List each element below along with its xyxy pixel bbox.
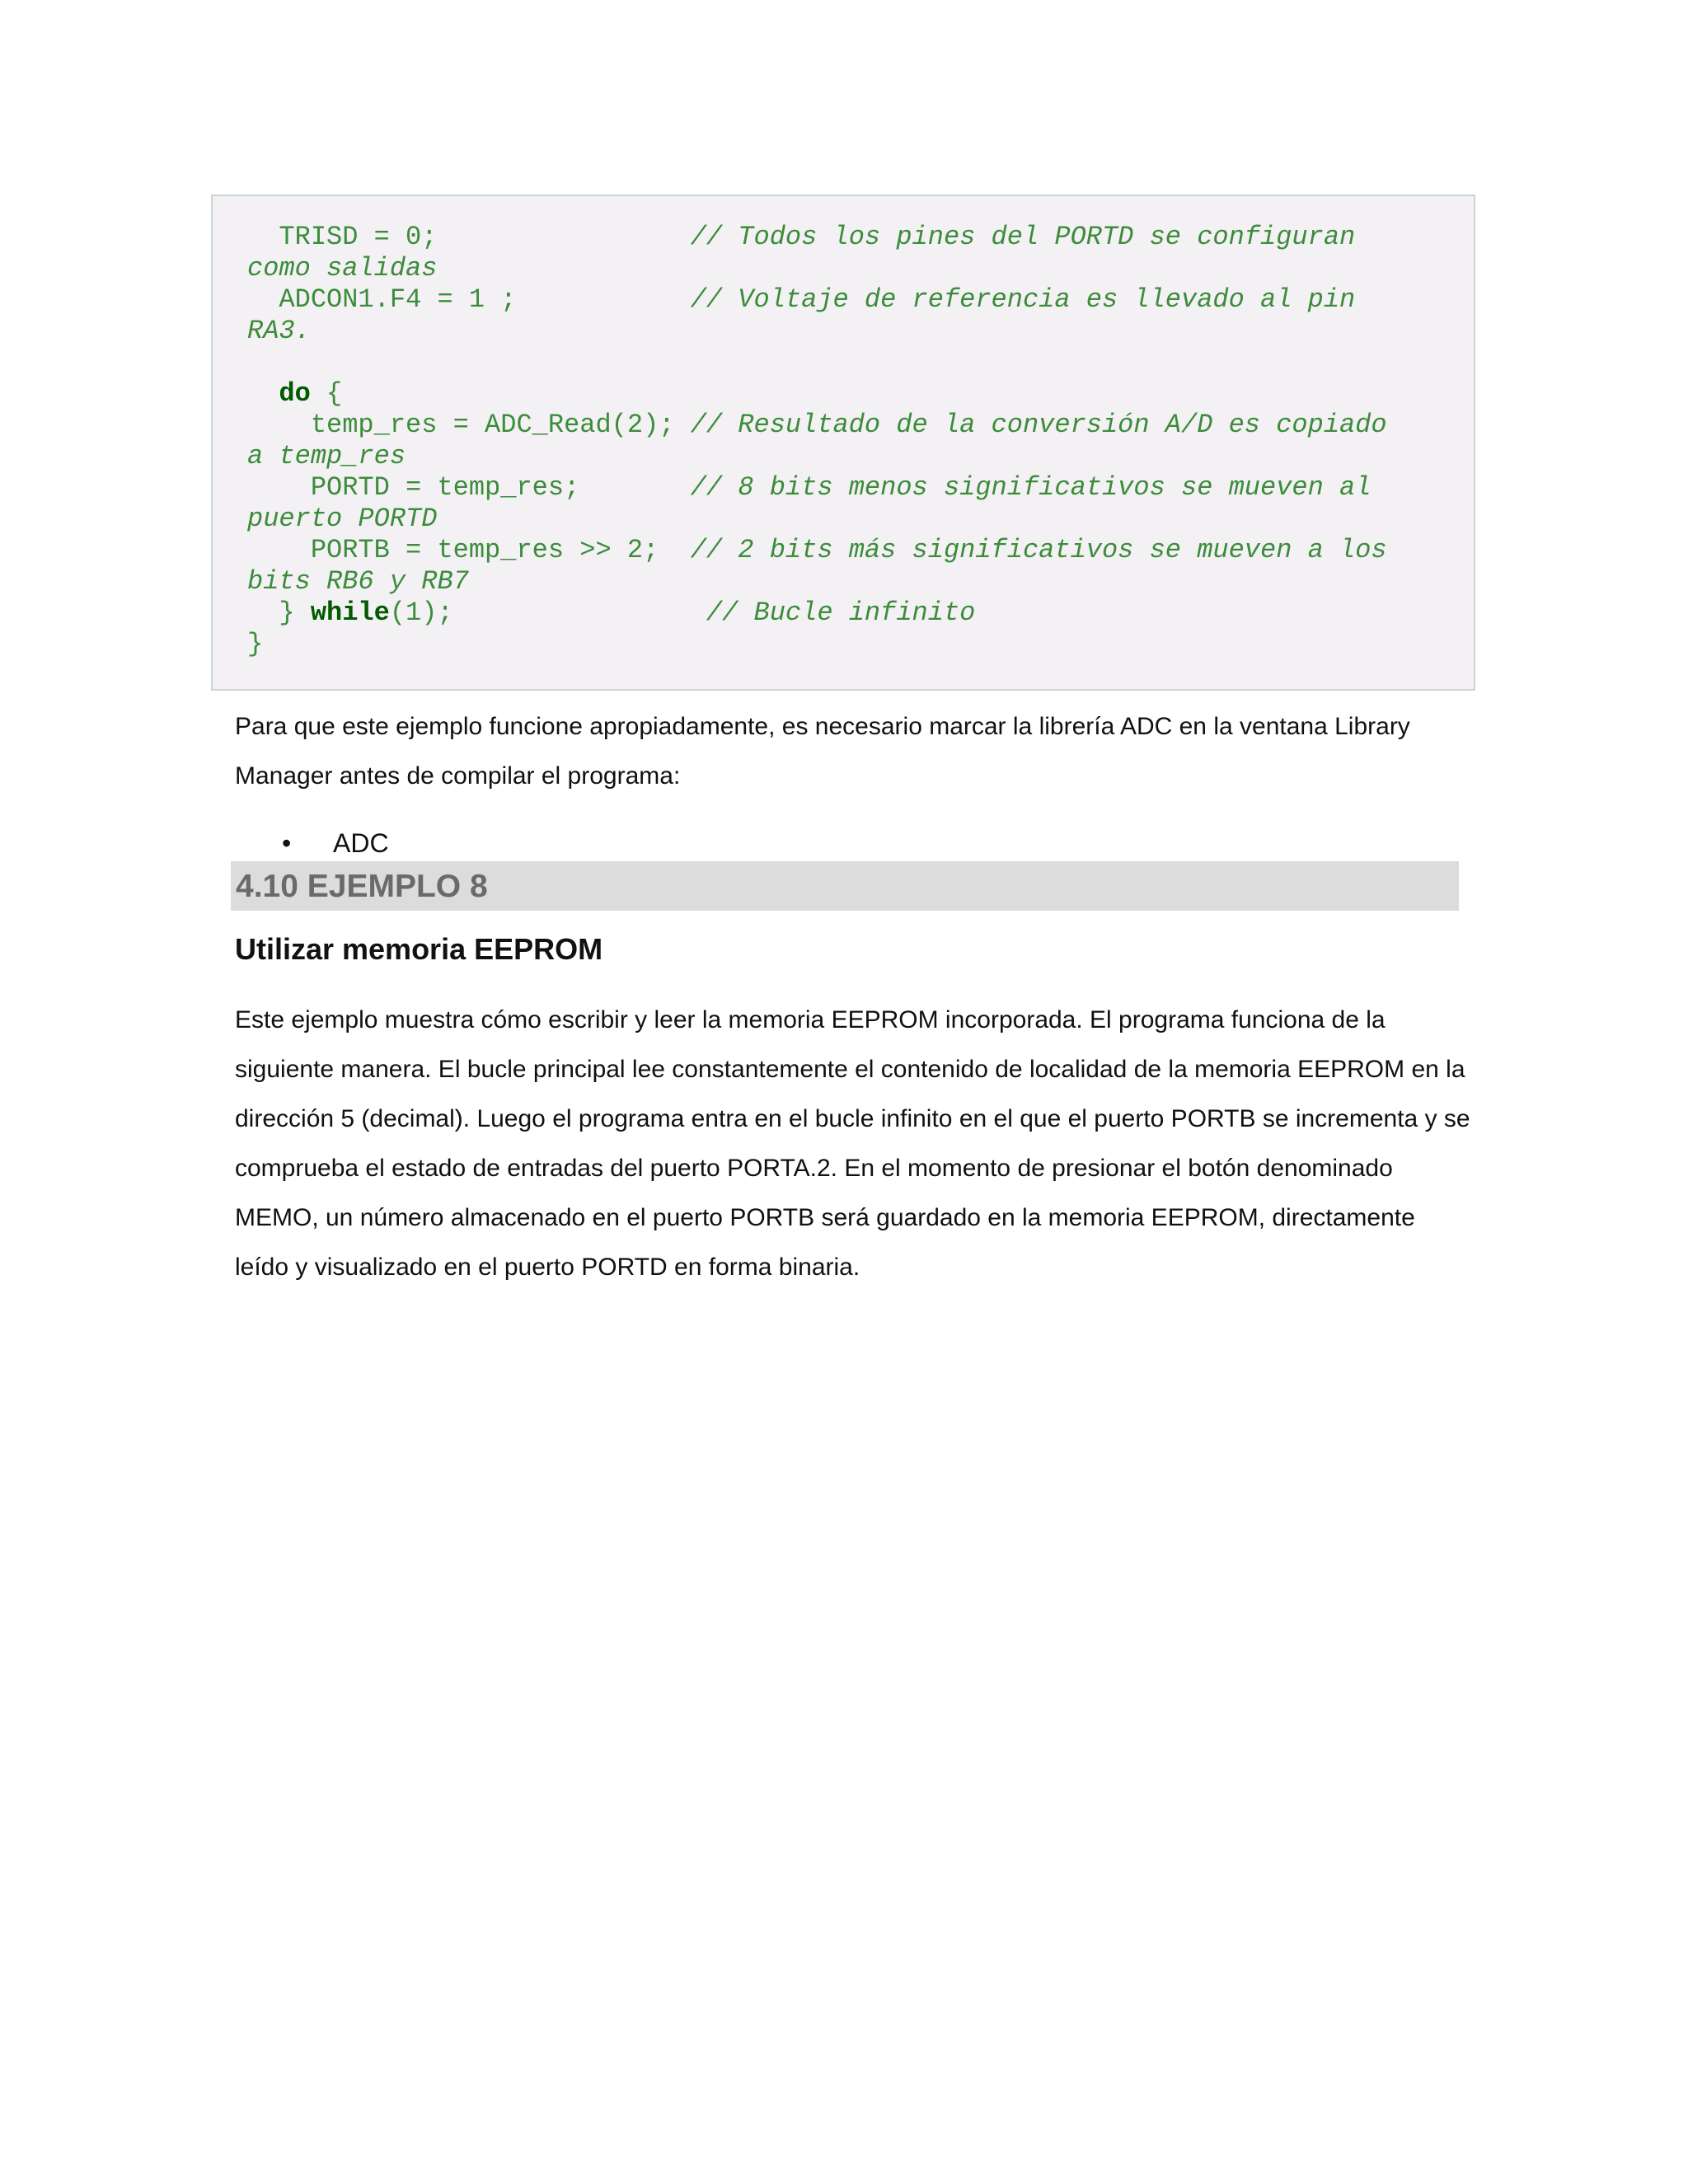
code-comment: // Voltaje de referencia es llevado al pin bbox=[690, 284, 1356, 315]
code-comment: // Bucle infinito bbox=[706, 598, 976, 628]
subsection-title: Utilizar memoria EEPROM bbox=[235, 932, 603, 966]
code-keyword: do bbox=[279, 378, 311, 409]
code-line bbox=[247, 316, 1474, 347]
code-line: } bbox=[247, 629, 264, 659]
bullet-icon: • bbox=[282, 828, 292, 858]
code-comment: // 8 bits menos significativos se mueven al bbox=[690, 472, 1372, 503]
code-comment: // 2 bits más significativos se mueven a los bbox=[690, 535, 1387, 565]
code-block bbox=[211, 194, 1475, 691]
code-line: TRISD = 0; // Todos los pines del PORTD se configuran bbox=[247, 222, 1356, 252]
code-comment: // Resultado de la conversión A/D es copiado bbox=[690, 410, 1387, 440]
code-blank-line bbox=[247, 347, 1474, 378]
code-comment: como salidas bbox=[247, 253, 438, 284]
code-comment: puerto PORTD bbox=[247, 504, 438, 534]
paragraph-description: Este ejemplo muestra cómo escribir y leer la memoria EEPROM incorporada. El programa funciona de la siguiente manera. El bucle principal lee constantemente el contenido de localidad de la memoria EEPROM en la dirección 5 (decimal). Luego el programa entra en el bucle infinito en el que el puerto PORTB se incrementa y se comprueba el estado de entradas del puerto PORTA.2. En el momento de presionar el botón denominado MEMO, un número almacenado en el puerto PORTB será guardado en la memoria EEPROM, directamente leído y visualizado en el puerto PORTD en forma binaria. bbox=[235, 1006, 1470, 1281]
code-keyword: while bbox=[310, 598, 390, 628]
code-comment: // Todos los pines del PORTD se configuran bbox=[690, 222, 1356, 252]
code-line bbox=[247, 253, 1474, 284]
paragraph-library-note: Para que este ejemplo funcione apropiadamente, es necesario marcar la librería ADC en la ventana Library Manager antes de compilar el programa: bbox=[235, 713, 1410, 790]
list-item: • ADC bbox=[282, 828, 389, 858]
code-line: } while(1); // Bucle infinito bbox=[247, 598, 976, 628]
code-line: do { bbox=[279, 378, 343, 409]
bullet-list bbox=[282, 827, 389, 860]
section-header bbox=[231, 861, 1459, 911]
code-line bbox=[247, 441, 1474, 472]
section-title: 4.10 EJEMPLO 8 bbox=[236, 869, 488, 904]
code-line: ADCON1.F4 = 1 ; // Voltaje de referencia es llevado al pin bbox=[247, 284, 1356, 315]
code-comment: a temp_res bbox=[247, 441, 406, 471]
code-line: PORTB = temp_res >> 2; // 2 bits más significativos se mueven a los bbox=[247, 535, 1387, 565]
code-comment: bits RB6 y RB7 bbox=[247, 566, 469, 597]
code-line bbox=[247, 566, 1474, 598]
code-line: PORTD = temp_res; // 8 bits menos significativos se mueven al bbox=[247, 472, 1372, 503]
code-comment: RA3. bbox=[247, 316, 311, 346]
code-line: temp_res = ADC_Read(2); // Resultado de la conversión A/D es copiado bbox=[247, 410, 1387, 440]
code-line bbox=[247, 504, 1474, 535]
